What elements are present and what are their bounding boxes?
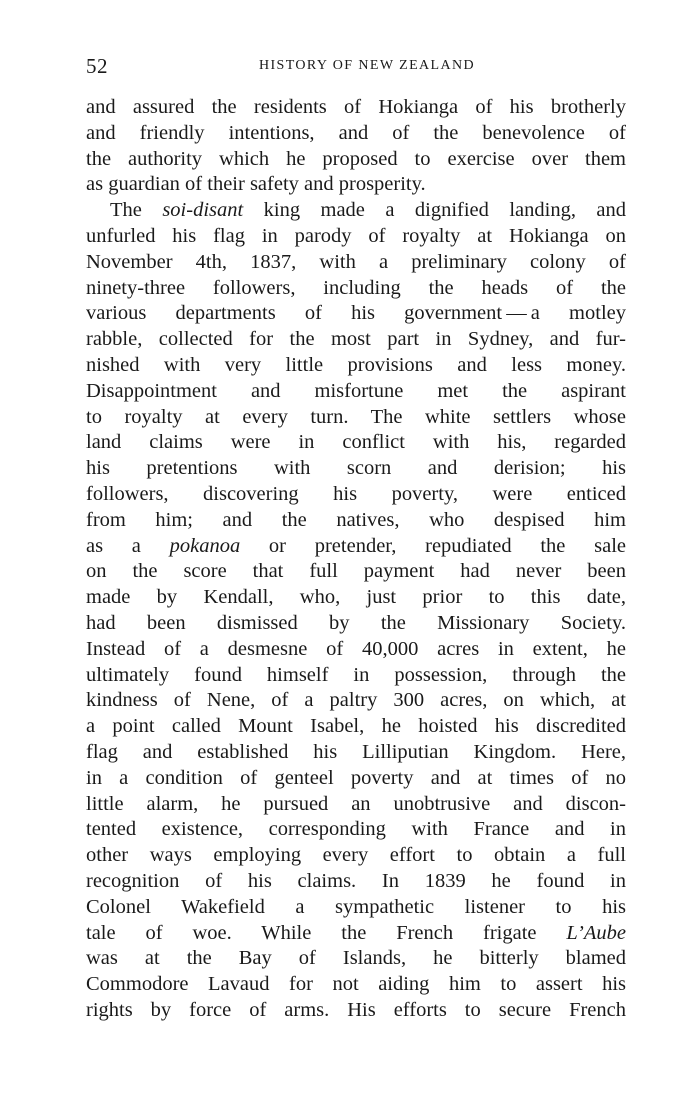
text-line — [86, 276, 626, 302]
text-segment: Commodore Lavaud for not aiding him to assert his — [86, 973, 626, 996]
text-segment: his pretentions with scorn and derision; his — [86, 457, 626, 480]
text-line — [86, 379, 626, 405]
text-line — [86, 946, 626, 972]
text-line — [86, 792, 626, 818]
text-line — [86, 224, 626, 250]
text-line — [86, 998, 626, 1024]
body-text — [86, 95, 626, 1024]
text-line — [86, 508, 626, 534]
text-line — [86, 534, 626, 560]
text-segment: The — [110, 199, 163, 222]
text-segment: Colonel Wakefield a sympathetic listener to his — [86, 895, 626, 918]
text-segment: was at the Bay of Islands, he bitterly blamed — [86, 947, 626, 970]
text-line — [86, 456, 626, 482]
text-segment: and friendly intentions, and of the benevolence of — [86, 121, 626, 144]
text-line — [86, 766, 626, 792]
text-segment: little alarm, he pursued an unobtrusive and discon- — [86, 792, 626, 815]
text-line — [86, 559, 626, 585]
italic-text: soi-disant — [162, 199, 244, 222]
text-segment: followers, discovering his poverty, were enticed — [86, 482, 626, 505]
text-segment: king made a dignified landing, and — [243, 199, 626, 222]
page-header — [86, 52, 626, 82]
text-line — [86, 405, 626, 431]
text-line — [86, 972, 626, 998]
text-segment: had been dismissed by the Missionary Society. — [86, 611, 626, 634]
text-line — [86, 843, 626, 869]
text-segment: to royalty at every turn. The white settlers whose — [86, 405, 626, 428]
text-line — [86, 172, 626, 198]
text-segment: ninety-three followers, including the heads of the — [86, 276, 626, 299]
text-segment: rabble, collected for the most part in Sydney, and fur- — [86, 328, 626, 351]
text-line — [86, 663, 626, 689]
text-line — [86, 482, 626, 508]
text-line — [86, 637, 626, 663]
text-segment: tale of woe. While the French frigate — [86, 921, 567, 944]
text-segment: nished with very little provisions and less money. — [86, 353, 626, 376]
text-segment: made by Kendall, who, just prior to this date, — [86, 586, 626, 609]
text-segment: land claims were in conflict with his, regarded — [86, 431, 626, 454]
text-line — [86, 198, 626, 224]
text-segment: as a — [86, 534, 170, 557]
text-line — [86, 250, 626, 276]
text-line — [86, 921, 626, 947]
text-segment: in a condition of genteel poverty and at times of no — [86, 766, 626, 789]
text-line — [86, 688, 626, 714]
text-segment: or pretender, repudiated the sale — [240, 534, 626, 557]
text-segment: kindness of Nene, of a paltry 300 acres, on which, at — [86, 689, 626, 712]
text-segment: various departments of his government — a motley — [86, 302, 626, 325]
text-line — [86, 147, 626, 173]
text-line — [86, 327, 626, 353]
text-line — [86, 740, 626, 766]
text-segment: rights by force of arms. His efforts to secure French — [86, 998, 626, 1021]
text-line — [86, 301, 626, 327]
text-segment: Instead of a desmesne of 40,000 acres in extent, he — [86, 637, 626, 660]
text-segment: recognition of his claims. In 1839 he found in — [86, 869, 626, 892]
italic-text: pokanoa — [169, 534, 241, 557]
italic-text: L’Aube — [566, 921, 626, 944]
text-segment: tented existence, corresponding with France and in — [86, 818, 626, 841]
text-line — [86, 714, 626, 740]
text-segment: as guardian of their safety and prosperity. — [86, 173, 426, 196]
text-segment: ultimately found himself in possession, through the — [86, 663, 626, 686]
text-line — [86, 121, 626, 147]
text-segment: and assured the residents of Hokianga of his brotherly — [86, 96, 626, 118]
text-segment: November 4th, 1837, with a preliminary colony of — [86, 250, 626, 273]
text-segment: from him; and the natives, who despised him — [86, 508, 626, 531]
text-line — [86, 895, 626, 921]
text-line — [86, 869, 626, 895]
text-line — [86, 430, 626, 456]
text-segment: the authority which he proposed to exercise over them — [86, 147, 626, 170]
text-line — [86, 95, 626, 121]
text-line — [86, 353, 626, 379]
text-segment: Disappointment and misfortune met the aspirant — [86, 379, 626, 402]
running-head: HISTORY OF NEW ZEALAND — [258, 58, 476, 73]
page-number: 52 — [86, 54, 108, 78]
text-segment: flag and established his Lilliputian Kingdom. Here, — [86, 740, 626, 763]
text-line — [86, 611, 626, 637]
text-segment: unfurled his flag in parody of royalty at Hokianga on — [86, 224, 626, 247]
text-segment: on the score that full payment had never been — [86, 560, 626, 583]
text-line — [86, 585, 626, 611]
text-segment: a point called Mount Isabel, he hoisted his discredited — [86, 715, 626, 738]
text-line — [86, 817, 626, 843]
text-segment: other ways employing every effort to obtain a full — [86, 844, 626, 867]
